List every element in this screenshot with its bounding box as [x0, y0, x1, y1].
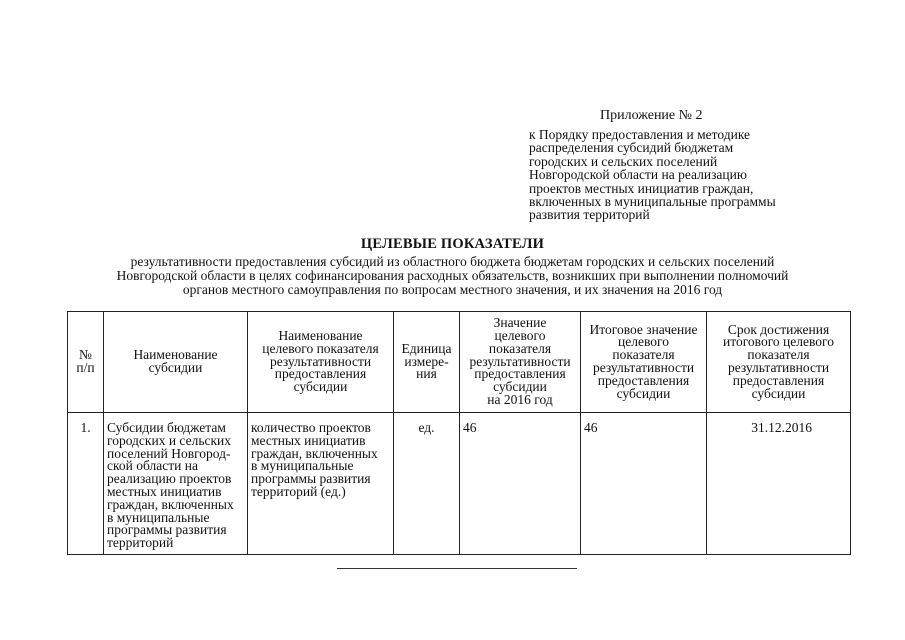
document-subtitle — [60, 255, 845, 297]
header-subsidy-name — [104, 312, 248, 413]
header-line: показателя — [612, 347, 675, 363]
header-unit — [394, 312, 460, 413]
cell-line: территорий (ед.) — [251, 483, 346, 499]
cell-line: ской области на — [107, 458, 198, 474]
header-line: Значение — [493, 315, 547, 331]
header-line: субсидии — [148, 360, 203, 375]
header-line: целевого — [494, 328, 546, 343]
cell-line: Субсидии бюджетам — [107, 420, 226, 435]
cell-line: местных инициатив — [251, 432, 366, 448]
header-line: результативности — [727, 360, 830, 375]
cell-number: 1. — [68, 413, 104, 555]
header-line: результативности — [469, 353, 571, 369]
header-line: субсидии — [751, 385, 806, 401]
appendix-reference-line: городских и сельских поселений — [529, 153, 718, 169]
header-line: ния — [416, 366, 437, 382]
cell-line: местных инициатив — [107, 483, 222, 499]
header-value-2016 — [460, 312, 581, 413]
header-line: № — [79, 347, 92, 363]
appendix-reference — [529, 128, 799, 222]
targets-table — [67, 311, 851, 555]
cell-line: реализацию проектов — [107, 471, 232, 487]
appendix-label: Приложение № 2 — [600, 108, 703, 123]
appendix-reference-line: к Порядку предоставления и методике — [529, 127, 751, 142]
header-line: результативности — [269, 353, 372, 369]
cell-unit: ед. — [394, 413, 460, 555]
table-header-row — [68, 312, 851, 413]
cell-line: поселений Новгород- — [107, 445, 231, 461]
footer-divider — [337, 568, 577, 569]
header-line: целевого показателя — [262, 340, 379, 356]
cell-indicator-name — [248, 413, 394, 555]
header-line: Наименование — [278, 328, 363, 343]
cell-deadline: 31.12.2016 — [707, 413, 851, 555]
header-indicator-name — [248, 312, 394, 413]
header-number — [68, 312, 104, 413]
header-final-value — [581, 312, 707, 413]
header-line: Срок достижения — [727, 321, 830, 337]
appendix-reference-line: распределения субсидий бюджетам — [529, 140, 734, 156]
cell-line: граждан, включенных — [107, 496, 234, 512]
subtitle-line: Новгородской области в целях софинансирования расходных обязательств, возникших при выполнении полномочий — [116, 268, 789, 283]
cell-final-value: 46 — [581, 413, 707, 555]
appendix-reference-line: развития территорий — [529, 207, 650, 223]
header-line: п/п — [76, 360, 95, 375]
cell-subsidy-name — [104, 413, 248, 555]
header-line: предоставления — [597, 372, 690, 388]
header-line: на 2016 год — [487, 391, 553, 407]
appendix-reference-line: Новгородской области на реализацию — [529, 167, 747, 183]
header-line: субсидии — [616, 385, 671, 401]
header-deadline — [707, 312, 851, 413]
subtitle-line: органов местного самоуправления по вопросам местного значения, и их значения на 2016 год — [182, 282, 723, 297]
cell-line: программы развития — [107, 522, 227, 538]
appendix-reference-line: проектов местных инициатив граждан, — [529, 180, 754, 196]
header-line: предоставления — [274, 366, 367, 382]
header-line: показателя — [747, 347, 810, 363]
subtitle-line: результативности предоставления субсидий из областного бюджета бюджетам городских и сельских поселений — [130, 254, 775, 269]
appendix-reference-line: включенных в муниципальные программы — [529, 194, 776, 210]
header-line: предоставления — [474, 366, 566, 382]
header-line: предоставления — [732, 372, 825, 388]
header-line: результативности — [592, 360, 695, 375]
header-line: субсидии — [493, 379, 547, 395]
header-line: Итоговое значение — [589, 321, 698, 337]
cell-line: городских и сельских — [107, 432, 231, 448]
header-line: Наименование — [133, 347, 218, 363]
header-line: целевого — [618, 334, 669, 350]
document-title: ЦЕЛЕВЫЕ ПОКАЗАТЕЛИ — [360, 236, 545, 252]
cell-line: программы развития — [251, 471, 371, 487]
header-line: показателя — [488, 340, 552, 356]
table-row — [68, 413, 851, 555]
cell-line: в муниципальные — [107, 509, 210, 525]
header-line: итогового целевого — [723, 334, 834, 350]
header-line: измере- — [404, 353, 449, 369]
cell-line: количество проектов — [251, 420, 371, 435]
cell-value-2016: 46 — [460, 413, 581, 555]
header-line: субсидии — [293, 379, 348, 395]
header-line: Единица — [401, 340, 452, 356]
cell-line: граждан, включенных — [251, 445, 378, 461]
cell-line: территорий — [107, 535, 174, 551]
cell-line: в муниципальные — [251, 458, 354, 474]
